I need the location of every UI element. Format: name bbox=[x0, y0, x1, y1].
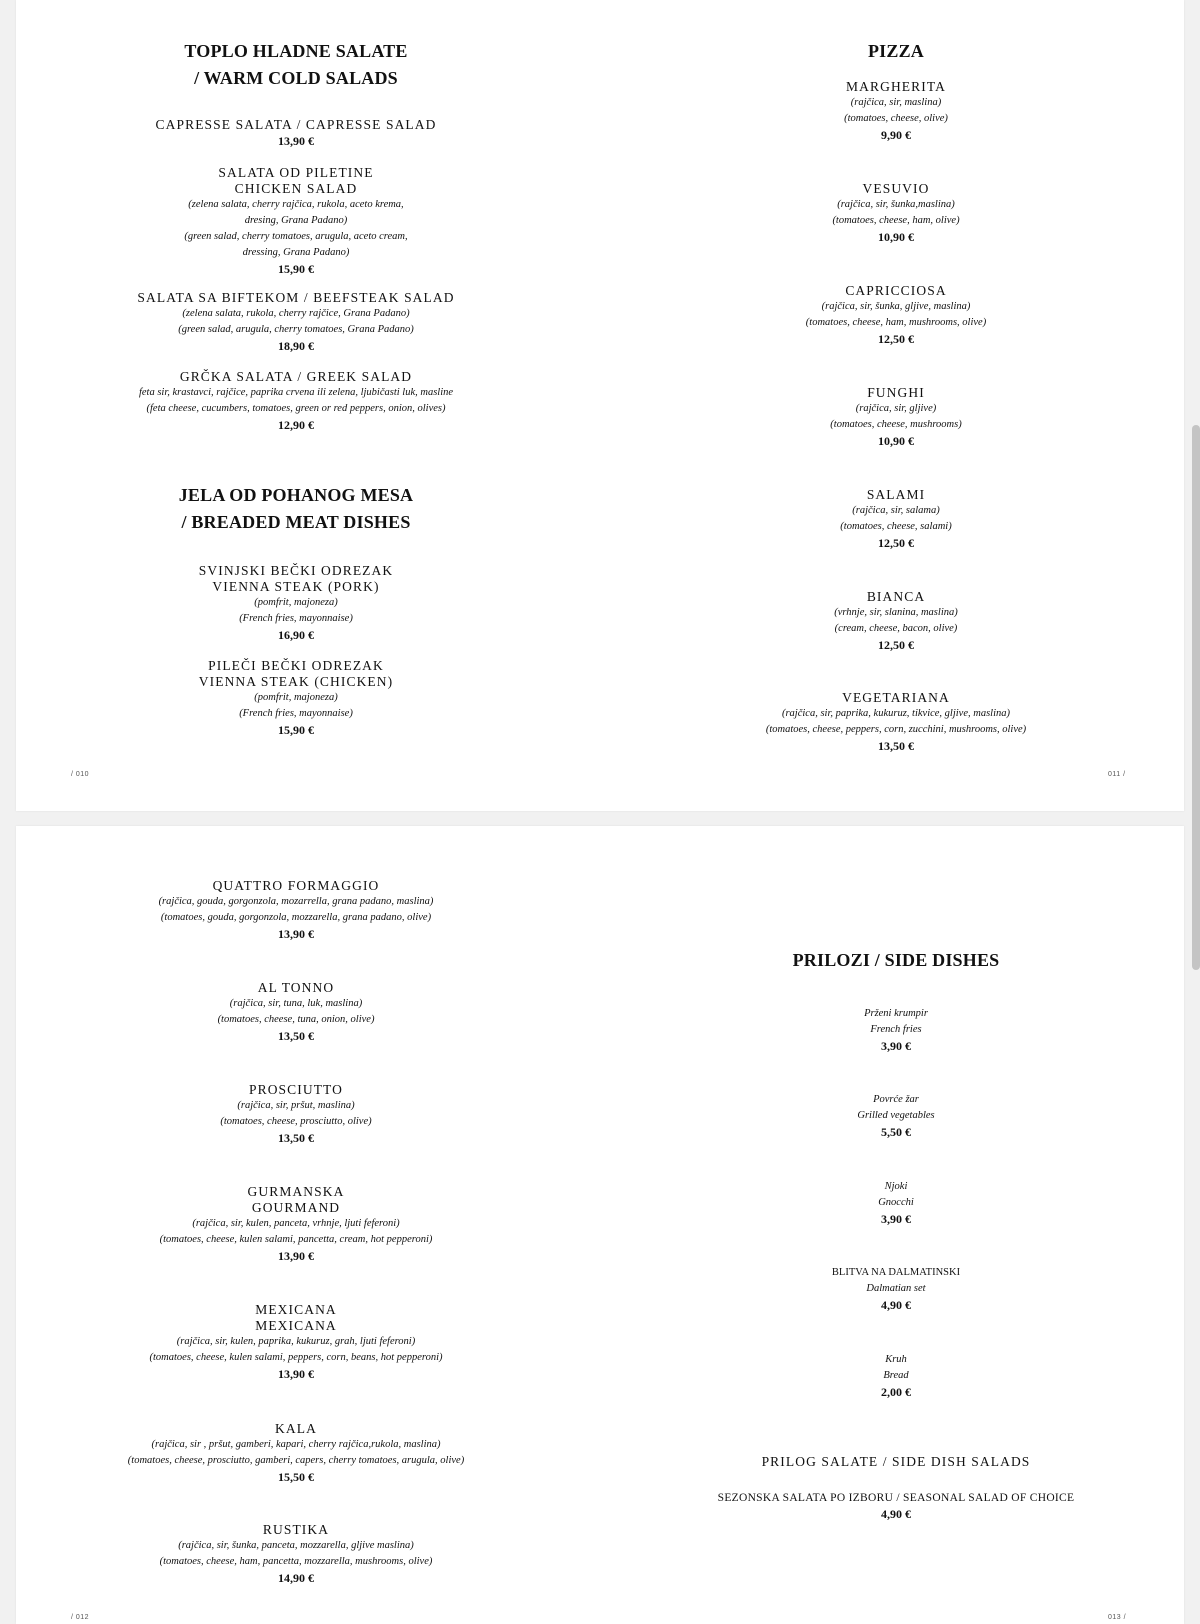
item-name: SALAMI bbox=[866, 487, 926, 502]
item-description: French fries bbox=[870, 1024, 922, 1035]
salads-section bbox=[86, 38, 506, 92]
item-description: (rajčica, sir, paprika, kukuruz, tikvice, gljive, maslina) bbox=[781, 708, 1011, 719]
menu-spread-1 bbox=[16, 0, 1184, 811]
item-price: 13,90 € bbox=[278, 134, 314, 148]
menu-item bbox=[86, 1421, 506, 1485]
item-description: (rajčica, sir, tuna, luk, maslina) bbox=[229, 998, 363, 1009]
item-description: (rajčica, sir, šunka, gljive, maslina) bbox=[821, 301, 971, 312]
item-description: (tomatoes, cheese, salami) bbox=[840, 521, 952, 532]
menu-item bbox=[686, 487, 1106, 551]
item-name: AL TONNO bbox=[257, 980, 335, 995]
item-name: MEXICANA bbox=[255, 1302, 337, 1317]
menu-item bbox=[686, 283, 1106, 347]
side-salads-section bbox=[686, 1454, 1106, 1470]
item-name: KALA bbox=[275, 1421, 317, 1436]
item-price: 13,90 € bbox=[278, 1367, 314, 1381]
item-description: (tomatoes, cheese, ham, mushrooms, olive) bbox=[805, 317, 987, 328]
item-name: PROSCIUTTO bbox=[248, 1082, 344, 1097]
item-description: (rajčica, sir, pršut, maslina) bbox=[237, 1100, 355, 1111]
item-description: (rajčica, gouda, gorgonzola, mozarrella, grana padano, maslina) bbox=[158, 896, 434, 907]
item-name: VIENNA STEAK (CHICKEN) bbox=[198, 674, 394, 689]
item-description: Gnocchi bbox=[878, 1197, 914, 1208]
menu-item bbox=[86, 1184, 506, 1264]
item-description: (pomfrit, majoneza) bbox=[254, 597, 338, 608]
item-name: QUATTRO FORMAGGIO bbox=[212, 878, 380, 893]
item-description: (tomatoes, cheese, kulen salami, pancetta, cream, hot pepperoni) bbox=[159, 1234, 433, 1245]
item-price: 9,90 € bbox=[881, 128, 911, 142]
item-price: 15,90 € bbox=[278, 262, 314, 276]
item-description: (rajčica, sir, kulen, panceta, vrhnje, ljuti feferoni) bbox=[192, 1218, 400, 1229]
item-price: 13,50 € bbox=[278, 1131, 314, 1145]
item-description: (tomatoes, gouda, gorgonzola, mozzarella, grana padano, olive) bbox=[160, 912, 432, 923]
item-description: Povrće žar bbox=[873, 1094, 919, 1105]
menu-item bbox=[86, 658, 506, 738]
menu-item bbox=[686, 1179, 1106, 1227]
menu-item bbox=[86, 878, 506, 942]
item-name: GOURMAND bbox=[251, 1200, 341, 1215]
item-name: VEGETARIANA bbox=[842, 690, 950, 705]
item-price: 3,90 € bbox=[881, 1212, 911, 1226]
item-name: GRČKA SALATA / GREEK SALAD bbox=[179, 369, 413, 384]
menu-item bbox=[86, 980, 506, 1044]
item-description: Bread bbox=[883, 1370, 909, 1381]
item-description: (rajčica, sir, gljive) bbox=[855, 403, 937, 414]
item-description: (rajčica, sir, kulen, paprika, kukuruz, grah, ljuti feferoni) bbox=[176, 1336, 416, 1347]
menu-item bbox=[686, 690, 1106, 754]
menu-item bbox=[686, 1006, 1106, 1054]
item-price: 13,50 € bbox=[878, 739, 914, 753]
item-description: (tomatoes, cheese, prosciutto, olive) bbox=[220, 1116, 372, 1127]
item-name: CAPRICCIOSA bbox=[845, 283, 947, 298]
item-price: 18,90 € bbox=[278, 339, 314, 353]
salads-heading-2: / WARM COLD SALADS bbox=[194, 68, 398, 88]
item-description: (rajčica, sir, šunka,maslina) bbox=[837, 199, 955, 210]
item-description: (tomatoes, cheese, olive) bbox=[844, 113, 948, 124]
item-name: FUNGHI bbox=[867, 385, 925, 400]
page-number: / 010 bbox=[71, 771, 90, 778]
item-description: (tomatoes, cheese, ham, olive) bbox=[832, 215, 960, 226]
item-description: (tomatoes, cheese, tuna, onion, olive) bbox=[217, 1014, 375, 1025]
item-price: 12,50 € bbox=[878, 638, 914, 652]
menu-spread-2 bbox=[16, 826, 1184, 1624]
item-description: (green salad, cherry tomatoes, arugula, aceto cream, bbox=[184, 231, 408, 242]
menu-item bbox=[686, 181, 1106, 245]
breaded-heading-1: JELA OD POHANOG MESA bbox=[178, 485, 414, 505]
item-price: 10,90 € bbox=[878, 434, 914, 448]
item-name: SALATA OD PILETINE bbox=[218, 165, 374, 180]
item-description: Prženi krumpir bbox=[864, 1008, 928, 1019]
item-description: Dalmatian set bbox=[866, 1283, 926, 1294]
side-salads-heading: PRILOG SALATE / SIDE DISH SALADS bbox=[761, 1454, 1031, 1469]
item-price: 13,90 € bbox=[278, 1249, 314, 1263]
item-description: (tomatoes, cheese, ham, pancetta, mozzarella, mushrooms, olive) bbox=[159, 1556, 433, 1567]
item-description: (rajčica, sir, maslina) bbox=[850, 97, 942, 108]
item-price: 10,90 € bbox=[878, 230, 914, 244]
item-name: GURMANSKA bbox=[247, 1184, 345, 1199]
menu-item bbox=[86, 165, 506, 277]
item-description: (zelena salata, rukola, cherry rajčice, Grana Padano) bbox=[182, 308, 410, 319]
item-name: VESUVIO bbox=[862, 181, 930, 196]
pizza-section bbox=[686, 38, 1106, 65]
menu-item bbox=[86, 563, 506, 643]
menu-item bbox=[86, 117, 506, 149]
menu-item bbox=[686, 1265, 1106, 1313]
item-description: (tomatoes, cheese, peppers, corn, zucchini, mushrooms, olive) bbox=[765, 724, 1027, 735]
item-price: 15,90 € bbox=[278, 723, 314, 737]
item-name: PILEČI BEČKI ODREZAK bbox=[208, 658, 384, 673]
menu-item bbox=[686, 385, 1106, 449]
item-description: (rajčica, sir, šunka, panceta, mozzarella, gljive maslina) bbox=[178, 1540, 414, 1551]
item-description: BLITVA NA DALMATINSKI bbox=[831, 1267, 961, 1278]
item-name: SVINJSKI BEČKI ODREZAK bbox=[198, 563, 394, 578]
item-description: (cream, cheese, bacon, olive) bbox=[834, 623, 958, 634]
item-description: feta sir, krastavci, rajčice, paprika crvena ili zelena, ljubičasti luk, masline bbox=[138, 387, 454, 398]
item-description: (rajčica, sir, salama) bbox=[852, 505, 940, 516]
menu-item bbox=[86, 1302, 506, 1382]
item-price: 12,50 € bbox=[878, 536, 914, 550]
item-price: 12,90 € bbox=[278, 418, 314, 432]
item-description: (French fries, mayonnaise) bbox=[239, 613, 353, 624]
item-name: MEXICANA bbox=[255, 1318, 337, 1333]
item-name: RUSTIKA bbox=[262, 1522, 330, 1537]
item-price: 4,90 € bbox=[881, 1298, 911, 1312]
item-description: dressing, Grana Padano) bbox=[242, 247, 350, 258]
item-price: 13,90 € bbox=[278, 927, 314, 941]
page-number: 011 / bbox=[1108, 771, 1126, 778]
item-name: CHICKEN SALAD bbox=[234, 181, 358, 196]
page-number: / 012 bbox=[71, 1614, 90, 1621]
item-description: (tomatoes, cheese, kulen salami, peppers, corn, beans, hot pepperoni) bbox=[149, 1352, 443, 1363]
item-name: MARGHERITA bbox=[846, 79, 946, 94]
breaded-section bbox=[86, 482, 506, 536]
item-price: 14,90 € bbox=[278, 1571, 314, 1585]
item-description: (green salad, arugula, cherry tomatoes, Grana Padano) bbox=[178, 324, 414, 335]
item-price: 13,50 € bbox=[278, 1029, 314, 1043]
item-name: SALATA SA BIFTEKOM / BEEFSTEAK SALAD bbox=[137, 290, 455, 305]
item-description: (tomatoes, cheese, mushrooms) bbox=[830, 419, 962, 430]
item-description: Grilled vegetables bbox=[857, 1110, 935, 1121]
item-price: 4,90 € bbox=[881, 1507, 911, 1521]
item-name: SEZONSKA SALATA PO IZBORU / SEASONAL SALAD OF CHOICE bbox=[717, 1492, 1075, 1504]
item-price: 3,90 € bbox=[881, 1039, 911, 1053]
menu-item bbox=[686, 589, 1106, 653]
item-name: BIANCA bbox=[866, 589, 926, 604]
item-description: (pomfrit, majoneza) bbox=[254, 692, 338, 703]
pizza-heading: PIZZA bbox=[867, 41, 924, 61]
item-description: (vrhnje, sir, slanina, maslina) bbox=[834, 607, 958, 618]
menu-item bbox=[86, 1522, 506, 1586]
item-description: (rajčica, sir , pršut, gamberi, kapari, cherry rajčica,rukola, maslina) bbox=[151, 1439, 441, 1450]
menu-item bbox=[86, 369, 506, 433]
item-price: 16,90 € bbox=[278, 628, 314, 642]
menu-item bbox=[686, 1352, 1106, 1400]
sides-section bbox=[686, 947, 1106, 974]
item-price: 12,50 € bbox=[878, 332, 914, 346]
scrollbar[interactable] bbox=[1192, 425, 1200, 970]
menu-item bbox=[686, 1490, 1106, 1522]
sides-heading: PRILOZI / SIDE DISHES bbox=[792, 950, 1000, 970]
menu-item bbox=[686, 1092, 1106, 1140]
menu-item bbox=[686, 79, 1106, 143]
breaded-heading-2: / BREADED MEAT DISHES bbox=[181, 512, 411, 532]
item-description: (feta cheese, cucumbers, tomatoes, green or red peppers, onion, olives) bbox=[146, 403, 446, 414]
item-description: Kruh bbox=[885, 1354, 907, 1365]
item-description: dresing, Grana Padano) bbox=[244, 215, 348, 226]
menu-item bbox=[86, 1082, 506, 1146]
item-price: 2,00 € bbox=[881, 1385, 911, 1399]
item-description: (French fries, mayonnaise) bbox=[239, 708, 353, 719]
item-price: 15,50 € bbox=[278, 1470, 314, 1484]
item-description: (tomatoes, cheese, prosciutto, gamberi, capers, cherry tomatoes, arugula, olive) bbox=[127, 1455, 465, 1466]
item-name: CAPRESSE SALATA / CAPRESSE SALAD bbox=[155, 117, 437, 132]
item-description: Njoki bbox=[884, 1181, 908, 1192]
item-price: 5,50 € bbox=[881, 1125, 911, 1139]
menu-item bbox=[86, 290, 506, 354]
item-description: (zelena salata, cherry rajčica, rukola, aceto krema, bbox=[188, 199, 404, 210]
page-number: 013 / bbox=[1108, 1614, 1127, 1621]
salads-heading-1: TOPLO HLADNE SALATE bbox=[184, 41, 408, 61]
item-name: VIENNA STEAK (PORK) bbox=[212, 579, 380, 594]
